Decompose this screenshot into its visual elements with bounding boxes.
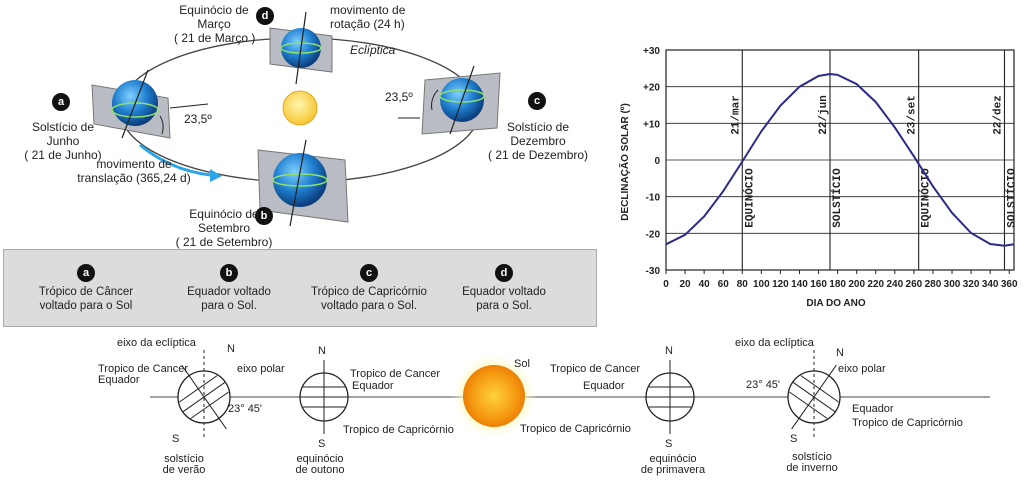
g2-equator: Equador — [352, 380, 394, 392]
marker-date: 21/mar — [730, 95, 743, 135]
g3-caption-2: de primavera — [640, 464, 706, 476]
equinox-march-label: Equinócio de Março ( 21 de Março ) — [174, 3, 256, 45]
x-tick-label: 240 — [886, 279, 904, 290]
g2-caption-2: de outono — [295, 464, 345, 476]
g3-south: S — [665, 438, 673, 450]
g4-tropic-capricorn: Tropico de Capricórnio — [852, 417, 963, 429]
g4-ecliptic-axis: eixo da eclíptica — [735, 337, 814, 349]
g3-caption-1: equinócio — [649, 453, 697, 465]
x-tick-labels — [663, 279, 1018, 290]
x-tick-label: 60 — [717, 279, 729, 290]
globe-autumn-equinox — [300, 360, 348, 434]
x-tick-label: 20 — [679, 279, 691, 290]
badge-c: c — [528, 92, 546, 110]
sun-big — [463, 365, 525, 427]
x-axis-label: DIA DO ANO — [806, 298, 866, 309]
g1-caption-1: solstício — [164, 453, 204, 465]
x-tick-label: 360 — [1000, 279, 1018, 290]
g4-polar-axis: eixo polar — [838, 363, 886, 375]
x-tick-label: 300 — [943, 279, 961, 290]
globe-spring-equinox — [646, 360, 694, 434]
g3-equator: Equador — [583, 380, 625, 392]
badge-a: a — [52, 93, 70, 111]
g2-north: N — [318, 345, 326, 357]
legend-badge-b: b — [220, 264, 238, 282]
declination-chart — [606, 0, 1021, 325]
translation-arrow-head — [210, 169, 222, 182]
bottom-diagram — [0, 330, 1024, 490]
g2-tropic-capricorn: Tropico de Capricórnio — [343, 424, 454, 436]
tilt-right-label: 23,5º — [385, 90, 413, 104]
g3-north: N — [665, 345, 673, 357]
g4-equator: Equador — [852, 403, 894, 415]
g1-polar-axis: eixo polar — [237, 363, 285, 375]
x-tick-label: 220 — [867, 279, 885, 290]
g1-south: S — [172, 433, 180, 445]
earth-c — [398, 66, 500, 134]
g1-north: N — [227, 343, 235, 355]
y-tick-label: -30 — [645, 266, 660, 277]
earth-a — [92, 70, 208, 138]
marker-date: 23/set — [906, 95, 919, 135]
sun-label: Sol — [514, 358, 530, 370]
y-tick-label: +20 — [643, 82, 660, 94]
g2-south: S — [318, 438, 326, 450]
marker-date: 22/dez — [992, 95, 1005, 135]
g1-ecliptic-axis: eixo da eclíptica — [117, 337, 196, 349]
solstice-june-label: Solstício de Junho ( 21 de Junho) — [24, 120, 102, 162]
g2-caption-1: equinócio — [296, 453, 344, 465]
g4-angle: 23° 45' — [746, 379, 781, 391]
x-tick-label: 40 — [698, 279, 710, 290]
y-tick-label: 0 — [654, 156, 660, 167]
g1-tropic-cancer: Tropico de Cancer — [98, 363, 189, 375]
x-tick-label: 160 — [810, 279, 827, 290]
y-tick-label: +10 — [643, 119, 660, 131]
badge-b: b — [255, 207, 273, 225]
g4-north: N — [836, 347, 844, 359]
translation-label: movimento de translação (365,24 d) — [77, 157, 191, 185]
legend-item-c: c Trópico de Capricórnio voltado para o Sol. — [304, 264, 434, 313]
marker-event: SOLSTÍCIO — [831, 168, 844, 228]
g2-tropic-cancer: Tropico de Cancer — [350, 368, 441, 380]
marker-event: EQUINÓCIO — [744, 168, 757, 228]
x-tick-label: 140 — [791, 279, 808, 290]
badge-d: d — [256, 7, 274, 25]
x-tick-label: 120 — [772, 279, 789, 290]
x-tick-label: 320 — [962, 279, 980, 290]
tilt-left-label: 23,5º — [184, 112, 212, 126]
marker-date: 22/jun — [817, 95, 830, 135]
g4-south: S — [790, 433, 798, 445]
y-tick-labels — [643, 46, 660, 277]
legend-item-a: a Trópico de Câncer voltado para o Sol — [21, 264, 151, 313]
marker-event: EQUINÓCIO — [920, 168, 933, 228]
solstice-december-label: Solstício de Dezembro ( 21 de Dezembro) — [488, 120, 589, 162]
g3-tropic-cancer: Tropico de Cancer — [550, 363, 641, 375]
g1-caption-2: de verão — [162, 464, 206, 476]
g3-tropic-capricorn: Tropico de Capricórnio — [520, 423, 631, 435]
x-tick-label: 260 — [905, 279, 923, 290]
x-tick-label: 180 — [829, 279, 846, 290]
marker-event: SOLSTÍCIO — [1006, 168, 1019, 228]
legend-badge-d: d — [495, 264, 513, 282]
x-tick-label: 100 — [752, 279, 770, 290]
y-tick-label: -10 — [645, 192, 660, 204]
legend-item-b: b Equador voltado para o Sol. — [164, 264, 294, 313]
legend-item-d: d Equador voltado para o Sol. — [439, 264, 569, 313]
g4-caption-2: de inverno — [786, 462, 838, 474]
earth-d — [270, 12, 332, 84]
sun-small — [283, 91, 317, 125]
legend-badge-a: a — [77, 264, 95, 282]
ecliptic-label: Eclíptica — [350, 43, 396, 57]
g4-caption-1: solstício — [792, 451, 832, 463]
y-axis-label: DECLINAÇÃO SOLAR (º) — [620, 103, 631, 221]
g1-equator: Equador — [98, 374, 140, 386]
y-tick-label: -20 — [645, 229, 660, 241]
chart-grid — [666, 50, 1014, 274]
legend-box — [3, 249, 597, 327]
y-tick-label: +30 — [643, 46, 660, 57]
x-tick-label: 0 — [663, 279, 669, 290]
legend-badge-c: c — [360, 264, 378, 282]
x-tick-label: 80 — [736, 279, 748, 290]
rotation-label: movimento de rotação (24 h) — [330, 3, 406, 31]
x-tick-label: 280 — [924, 279, 942, 290]
equinox-september-label: Equinócio de Setembro ( 21 de Setembro) — [175, 207, 273, 249]
x-tick-label: 340 — [981, 279, 999, 290]
x-tick-label: 200 — [848, 279, 866, 290]
g1-angle: 23° 45' — [228, 403, 263, 415]
